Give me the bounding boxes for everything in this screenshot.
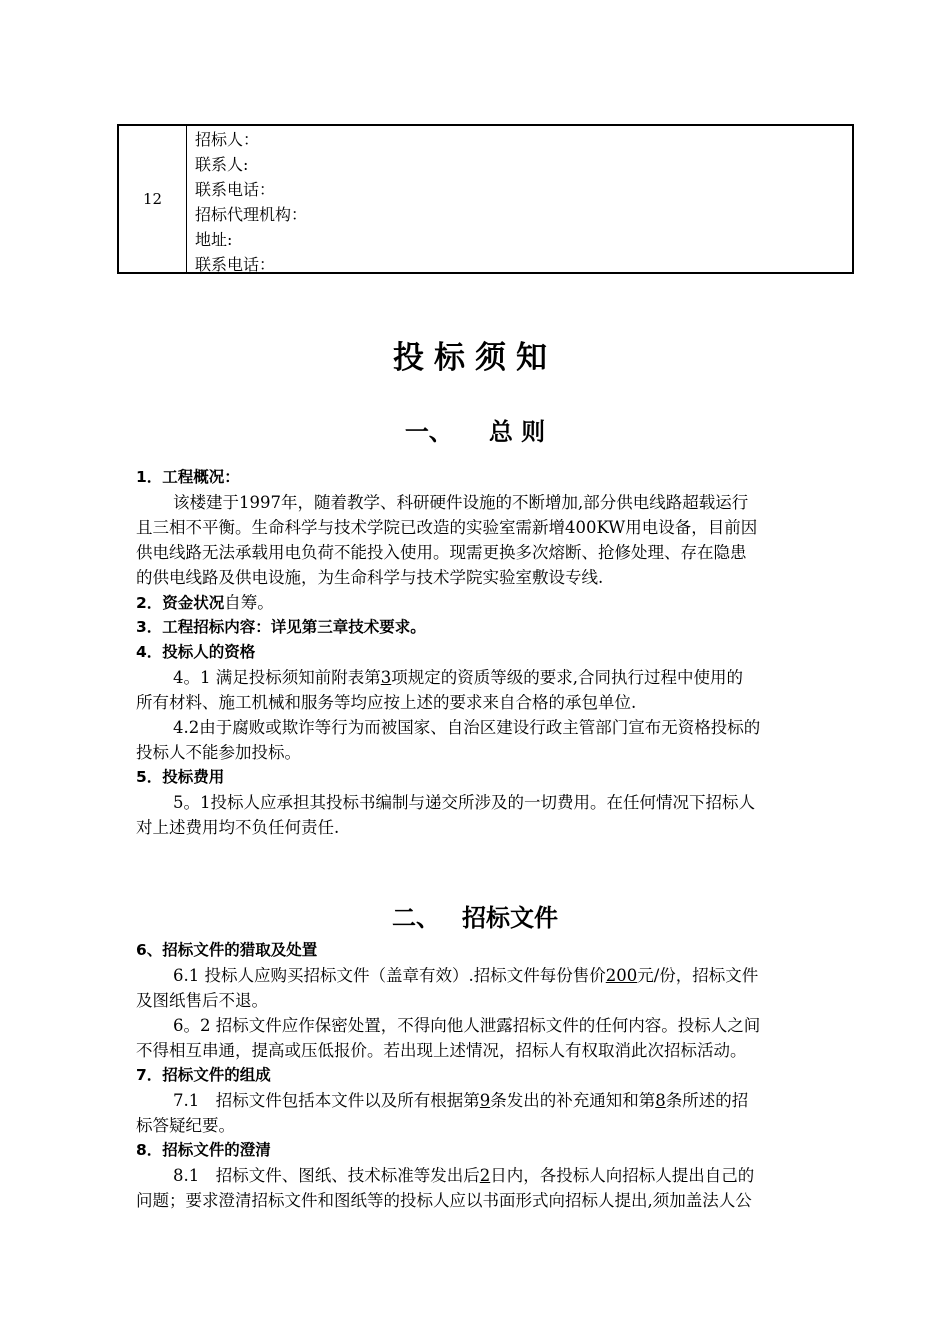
section-1-heading (0, 412, 950, 447)
item-1-heading: 1．工程概况： (136, 468, 240, 486)
page-title: 投标须知 (393, 340, 557, 376)
text-span: 日内，各投标人向招标人提出自己的 (490, 1166, 755, 1185)
text-span: 条所述的招 (665, 1091, 749, 1110)
item-7-heading: 7．招标文件的组成 (136, 1066, 271, 1084)
text-span: 6.1 投标人应购买招标文件（盖章有效）.招标文件每份售价 (173, 966, 606, 985)
text-span: 7.1 招标文件包括本文件以及所有根据第 (173, 1091, 480, 1110)
section-1-title: 总 则 (488, 418, 546, 446)
paragraph-line: 的供电线路及供电设施，为生命科学与技术学院实验室敷设专线. (136, 568, 604, 587)
paragraph-line: 所有材料、施工机械和服务等均应按上述的要求来自合格的承包单位. (136, 693, 637, 712)
item-8-heading: 8．招标文件的澄清 (136, 1141, 271, 1159)
paragraph-line (136, 1088, 893, 1113)
item-2-line (136, 590, 856, 616)
paragraph-line: 且三相不平衡。生命科学与技术学院已改造的实验室需新增400KW用电设备，目前因 (136, 518, 758, 537)
contact-table (117, 124, 854, 274)
address-line: 地址: (195, 230, 233, 249)
paragraph-line: 不得相互串通，提高或压低报价。若出现上述情况，招标人有权取消此次招标活动。 (136, 1041, 747, 1060)
underlined-number: 8 (655, 1091, 666, 1110)
paragraph-line: 供电线路无法承载用电负荷不能投入使用。现需更换多次熔断、抢修处理、存在隐患 (136, 543, 747, 562)
table-row-number: 12 (119, 126, 187, 272)
paragraph-line (136, 963, 893, 988)
section-2-heading (0, 898, 950, 933)
item-4-heading: 4．投标人的资格 (136, 643, 256, 661)
text-span: 4。1 满足投标须知前附表第 (173, 668, 381, 687)
contact-phone-line: 联系电话： (195, 180, 276, 199)
paragraph-line: 对上述费用均不负任何责任. (136, 818, 340, 837)
underlined-number: 9 (479, 1091, 491, 1110)
paragraph-line: 投标人不能参加投标。 (136, 743, 301, 762)
table-contact-cell (187, 126, 852, 272)
paragraph-line: 及图纸售后不退。 (136, 991, 268, 1010)
item-2-value: 自筹。 (224, 593, 274, 612)
text-span: 8.1 招标文件、图纸、技术标准等发出后 (173, 1166, 480, 1185)
paragraph-line: 标答疑纪要。 (136, 1116, 235, 1135)
text-span: 项规定的资质等级的要求,合同执行过程中使用的 (391, 668, 743, 687)
section-2-title: 招标文件 (462, 904, 558, 932)
paragraph-line: 5。1投标人应承担其投标书编制与递交所涉及的一切费用。在任何情况下招标人 (173, 793, 755, 812)
tenderer-line: 招标人： (195, 130, 260, 149)
item-6-heading: 6、招标文件的猎取及处置 (136, 941, 318, 959)
agency-phone-line: 联系电话： (195, 255, 276, 274)
paragraph-line: 6。2 招标文件应作保密处置，不得向他人泄露招标文件的任何内容。投标人之间 (173, 1016, 761, 1035)
contact-person-line: 联系人: (195, 155, 249, 174)
paragraph-line (136, 1163, 893, 1188)
agency-line: 招标代理机构： (195, 205, 308, 224)
item-5-heading: 5．投标费用 (136, 768, 225, 786)
text-span: 条发出的补充通知和第 (490, 1091, 656, 1110)
section-2-number: 二、 (392, 904, 440, 932)
text-span: 元/份，招标文件 (637, 966, 759, 985)
underlined-number: 3 (380, 668, 392, 687)
underlined-number: 2 (479, 1166, 491, 1185)
item-3-heading: 3．工程招标内容：详见第三章技术要求。 (136, 618, 426, 636)
underlined-number: 200 (605, 966, 638, 985)
paragraph-line: 该楼建于1997年，随着教学、科研硬件设施的不断增加,部分供电线路超载运行 (173, 493, 749, 512)
item-2-heading: 2．资金状况 (136, 594, 225, 612)
paragraph-line (136, 665, 893, 690)
section-1-number: 一、 (404, 418, 453, 446)
paragraph-line: 问题；要求澄清招标文件和图纸等的投标人应以书面形式向招标人提出,须加盖法人公 (136, 1191, 752, 1210)
paragraph-line: 4.2由于腐败或欺诈等行为而被国家、自治区建设行政主管部门宣布无资格投标的 (173, 718, 761, 737)
